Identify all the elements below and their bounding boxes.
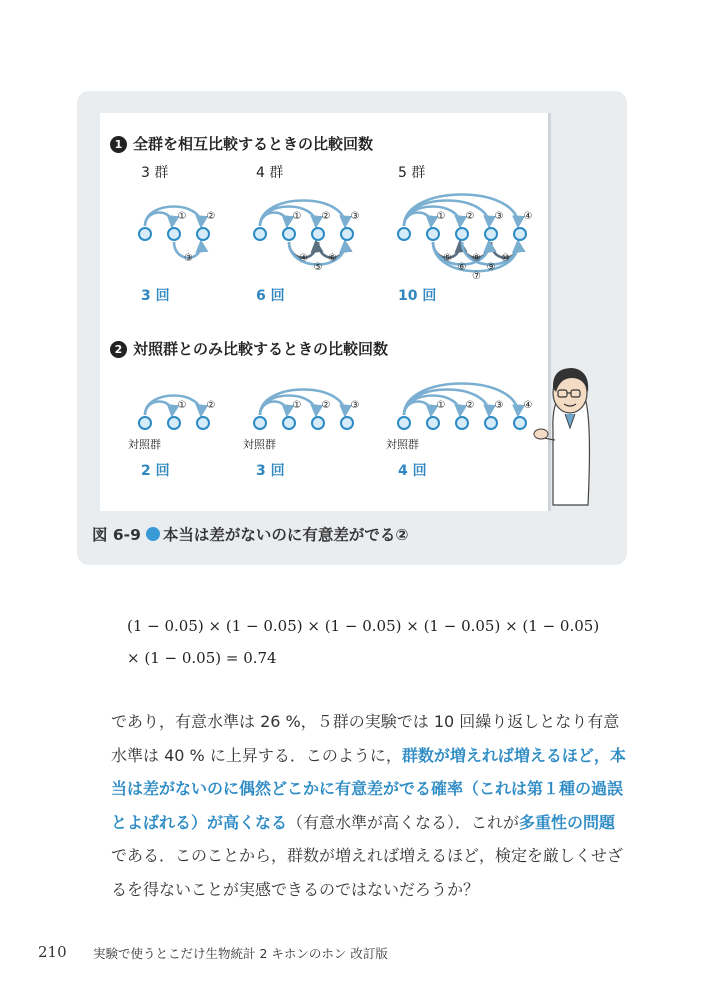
pair-number: ①	[292, 400, 302, 411]
count-all-4: 6 回	[256, 288, 285, 304]
book-title: 実験で使うとこだけ生物統計 2 キホンのホン 改訂版	[93, 946, 388, 961]
count-control-5: 4 回	[398, 463, 427, 479]
pair-number: ②	[206, 400, 216, 411]
pair-number: ③	[494, 211, 504, 222]
pair-number: ①	[436, 400, 446, 411]
group-node	[427, 228, 439, 240]
pair-number: ②	[465, 211, 475, 222]
group-node	[254, 228, 266, 240]
pair-number: ⑤	[443, 253, 452, 264]
formula-line-2: × (1 − 0.05) = 0.74	[127, 649, 277, 667]
pair-number: ⑨	[486, 262, 496, 273]
para-text-2: （有意水準が高くなる）．これが	[287, 812, 520, 832]
group-node	[312, 417, 324, 429]
pair-number: ⑥	[328, 253, 337, 264]
count-all-5: 10 回	[398, 288, 437, 304]
body-paragraph	[111, 705, 631, 907]
group-label-4: 4 群	[256, 165, 284, 181]
teacher-illustration	[534, 368, 589, 505]
pair-number: ④	[523, 211, 533, 222]
pair-number: ②	[321, 400, 331, 411]
para-highlight-2: 多重性の問題	[519, 812, 616, 832]
section-2-title	[110, 338, 388, 359]
page-number: 210	[38, 943, 67, 961]
figure-caption	[92, 523, 409, 545]
control-label-3: 対照群	[128, 438, 161, 451]
pair-number: ④	[523, 400, 533, 411]
group-node	[341, 228, 353, 240]
group-node	[197, 417, 209, 429]
pair-number: ②	[321, 211, 331, 222]
group-node	[168, 228, 180, 240]
pair-number: ①	[436, 211, 446, 222]
caption-text: 本当は差がないのに有意差がでる②	[162, 526, 409, 544]
pair-number: ⑩	[501, 253, 510, 264]
pair-number: ①	[177, 211, 187, 222]
pair-number: ①	[177, 400, 187, 411]
group-node	[312, 228, 324, 240]
group-node	[168, 417, 180, 429]
pair-number: ①	[292, 211, 302, 222]
group-node	[139, 417, 151, 429]
pair-number: ⑦	[472, 271, 481, 282]
group-node	[283, 417, 295, 429]
control-label-4: 対照群	[243, 438, 276, 451]
group-node	[485, 417, 497, 429]
pair-number: ③	[350, 400, 360, 411]
pair-number: ③	[184, 253, 193, 264]
section-1-title	[110, 133, 373, 154]
para-text-1: であり，有意水準は 26 %，５群の実験では 10 回繰り返しとなり有意水準は 40 % に上昇する．このように，	[111, 712, 620, 765]
count-control-3: 2 回	[141, 463, 170, 479]
group-node	[398, 228, 410, 240]
group-node	[514, 228, 526, 240]
para-highlight-1: 群数が増えれば増えるほど，本当は差がないのに偶然どこかに有意差がでる確率（これは第１種の過誤とよばれる）が高くなる	[111, 745, 626, 832]
section-1-text: 全群を相互比較するときの比較回数	[133, 135, 374, 153]
group-node	[341, 417, 353, 429]
group-label-5: 5 群	[398, 165, 426, 181]
pair-number: ⑧	[472, 253, 481, 264]
section-2-text: 対照群とのみ比較するときの比較回数	[133, 340, 389, 358]
group-node	[254, 417, 266, 429]
pair-number: ②	[206, 211, 216, 222]
count-all-3: 3 回	[141, 288, 170, 304]
count-control-4: 3 回	[256, 463, 285, 479]
group-node	[139, 228, 151, 240]
group-node	[283, 228, 295, 240]
group-node	[398, 417, 410, 429]
pair-number: ③	[350, 211, 360, 222]
group-node	[456, 228, 468, 240]
pair-number: ⑤	[313, 262, 323, 273]
control-label-5: 対照群	[386, 438, 419, 451]
group-node	[485, 228, 497, 240]
pair-number: ③	[494, 400, 504, 411]
section-2-number: 2	[110, 341, 127, 358]
group-node	[427, 417, 439, 429]
caption-label: 図 6-9	[92, 526, 141, 544]
pair-number: ②	[465, 400, 475, 411]
group-node	[456, 417, 468, 429]
group-label-3: 3 群	[141, 165, 169, 181]
group-node	[197, 228, 209, 240]
formula-line-1: (1 − 0.05) × (1 − 0.05) × (1 − 0.05) × (1 − 0.05) × (1 − 0.05)	[127, 617, 600, 635]
section-1-number: 1	[110, 136, 127, 153]
pair-number: ⑥	[457, 262, 467, 273]
caption-bullet-icon	[146, 527, 160, 541]
pair-number: ④	[299, 253, 308, 264]
para-text-3: である．このことから，群数が増えれば増えるほど，検定を厳しくせざるを得ないことが実感できるのではないだろうか？	[111, 846, 624, 899]
group-node	[514, 417, 526, 429]
